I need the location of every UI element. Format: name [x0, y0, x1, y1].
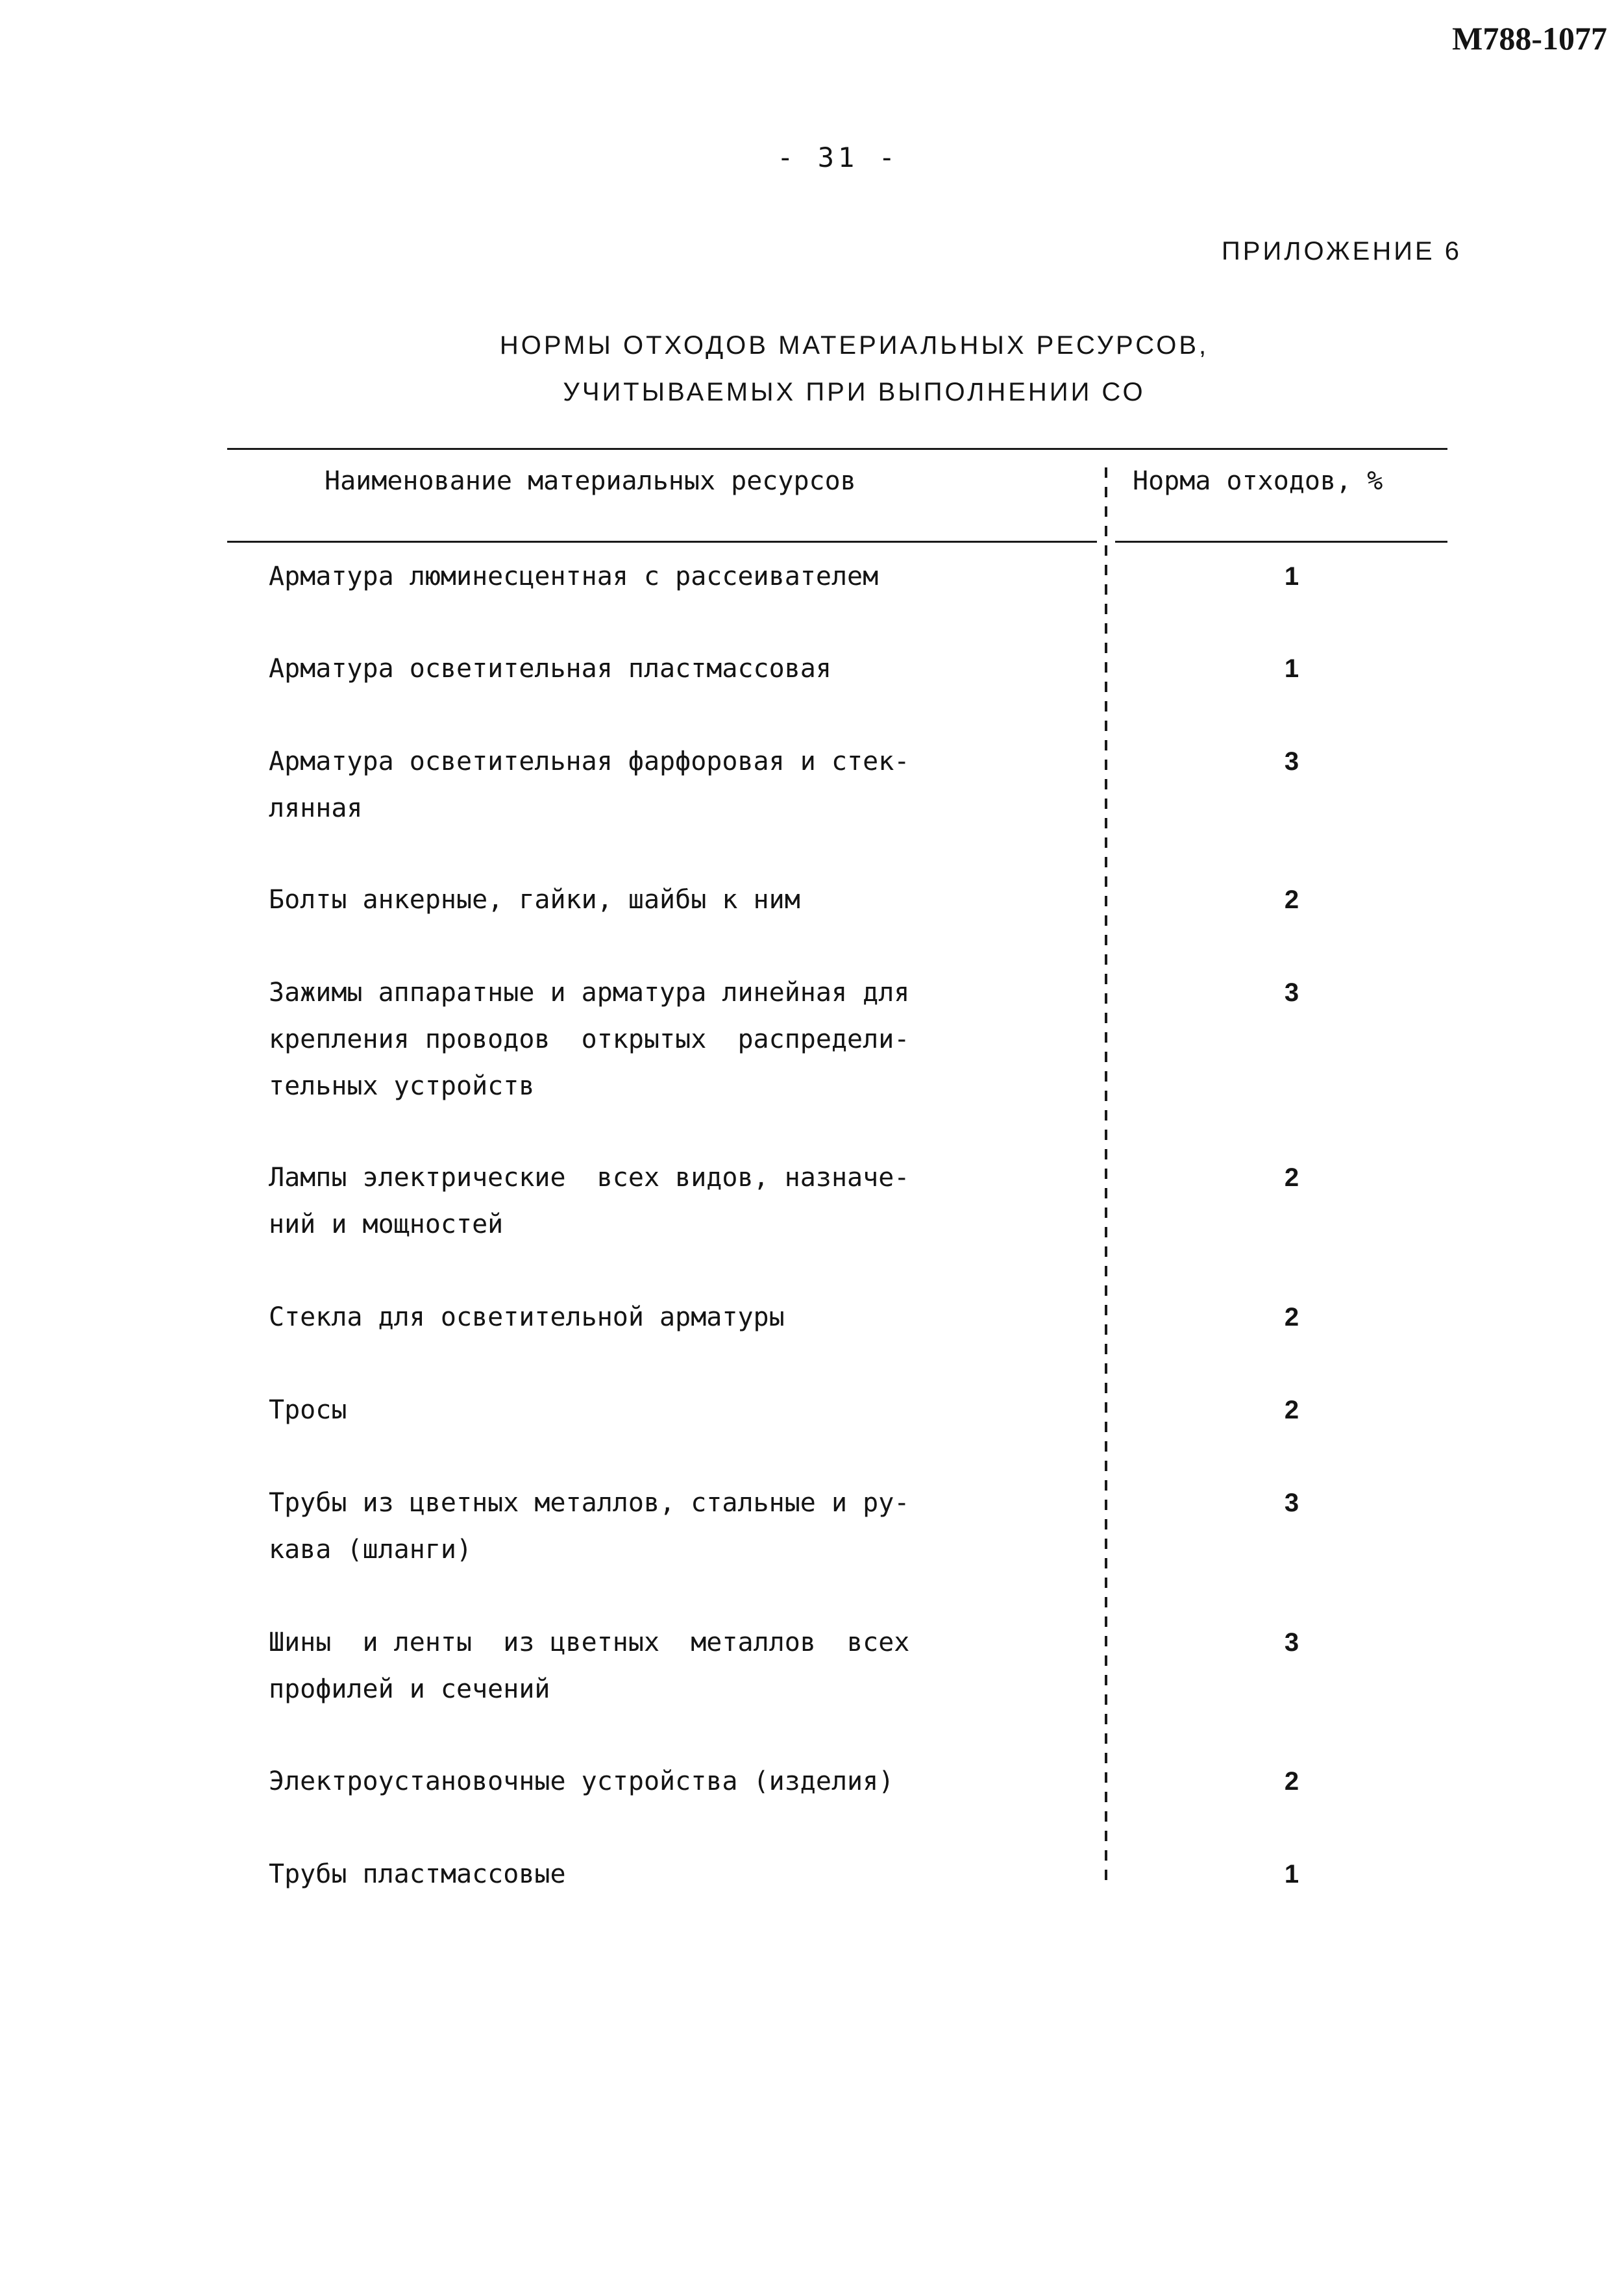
appendix-label: ПРИЛОЖЕНИЕ 6 — [1222, 237, 1462, 266]
header-norm: Норма отходов, % — [1133, 466, 1383, 496]
row-2-name-line-1: Арматура осветительная пластмассовая — [269, 654, 831, 684]
title-line-1: НОРМЫ ОТХОДОВ МАТЕРИАЛЬНЫХ РЕСУРСОВ, — [499, 331, 1209, 360]
row-3-name-line-2: лянная — [269, 793, 363, 823]
row-7-value: 2 — [1284, 1303, 1299, 1331]
row-5-name-line-1: Зажимы аппаратные и арматура линейная для — [269, 978, 910, 1008]
row-4-value: 2 — [1284, 885, 1299, 914]
row-6-name — [269, 1154, 1080, 1248]
document-stamp: М788-1077 — [1452, 20, 1607, 56]
row-10-name-line-1: Шины и ленты из цветных металлов всех — [269, 1628, 910, 1657]
column-divider — [1105, 467, 1107, 1889]
row-1-name-line-1: Арматура люминесцентная с рассеивателем — [269, 562, 879, 591]
row-12-name — [269, 1851, 1080, 1898]
row-5-name-line-3: тельных устройств — [269, 1071, 535, 1101]
row-9-name-line-2: кава (шланги) — [269, 1535, 473, 1565]
row-10-name — [269, 1619, 1080, 1713]
header-bottom-rule-left — [227, 541, 1097, 543]
row-5-name-line-2: крепления проводов открытых распредели- — [269, 1024, 910, 1054]
row-6-name-line-1: Лампы электрические всех видов, назначе- — [269, 1163, 910, 1193]
row-2-name — [269, 645, 1080, 692]
row-9-name — [269, 1480, 1080, 1573]
row-10-value: 3 — [1284, 1628, 1299, 1657]
row-4-name-line-1: Болты анкерные, гайки, шайбы к ним — [269, 885, 800, 915]
page-number: - 31 - — [777, 142, 899, 173]
row-1-value: 1 — [1284, 562, 1299, 591]
row-1-name — [269, 553, 1080, 600]
row-6-name-line-2: ний и мощностей — [269, 1209, 504, 1239]
row-3-value: 3 — [1284, 747, 1299, 776]
row-5-value: 3 — [1284, 978, 1299, 1007]
row-4-name — [269, 876, 1080, 923]
row-8-name — [269, 1387, 1080, 1433]
table-top-rule — [227, 448, 1447, 450]
header-name: Наименование материальных ресурсов — [325, 466, 856, 496]
row-7-name-line-1: Стекла для осветительной арматуры — [269, 1302, 785, 1332]
row-11-name — [269, 1758, 1080, 1805]
row-10-name-line-2: профилей и сечений — [269, 1674, 550, 1704]
header-bottom-rule-right — [1115, 541, 1447, 543]
row-5-name — [269, 969, 1080, 1109]
row-9-value: 3 — [1284, 1489, 1299, 1517]
row-6-value: 2 — [1284, 1163, 1299, 1192]
row-12-value: 1 — [1284, 1860, 1299, 1889]
row-8-value: 2 — [1284, 1396, 1299, 1424]
row-11-name-line-1: Электроустановочные устройства (изделия) — [269, 1766, 894, 1796]
row-3-name — [269, 738, 1080, 832]
row-7-name — [269, 1294, 1080, 1341]
row-2-value: 1 — [1284, 654, 1299, 683]
row-3-name-line-1: Арматура осветительная фарфоровая и стек- — [269, 747, 910, 776]
row-11-value: 2 — [1284, 1767, 1299, 1796]
title-line-2: УЧИТЫВАЕМЫХ ПРИ ВЫПОЛНЕНИИ СО — [563, 378, 1146, 406]
row-12-name-line-1: Трубы пластмассовые — [269, 1859, 566, 1889]
row-8-name-line-1: Тросы — [269, 1395, 347, 1425]
row-9-name-line-1: Трубы из цветных металлов, стальные и ру- — [269, 1488, 910, 1518]
